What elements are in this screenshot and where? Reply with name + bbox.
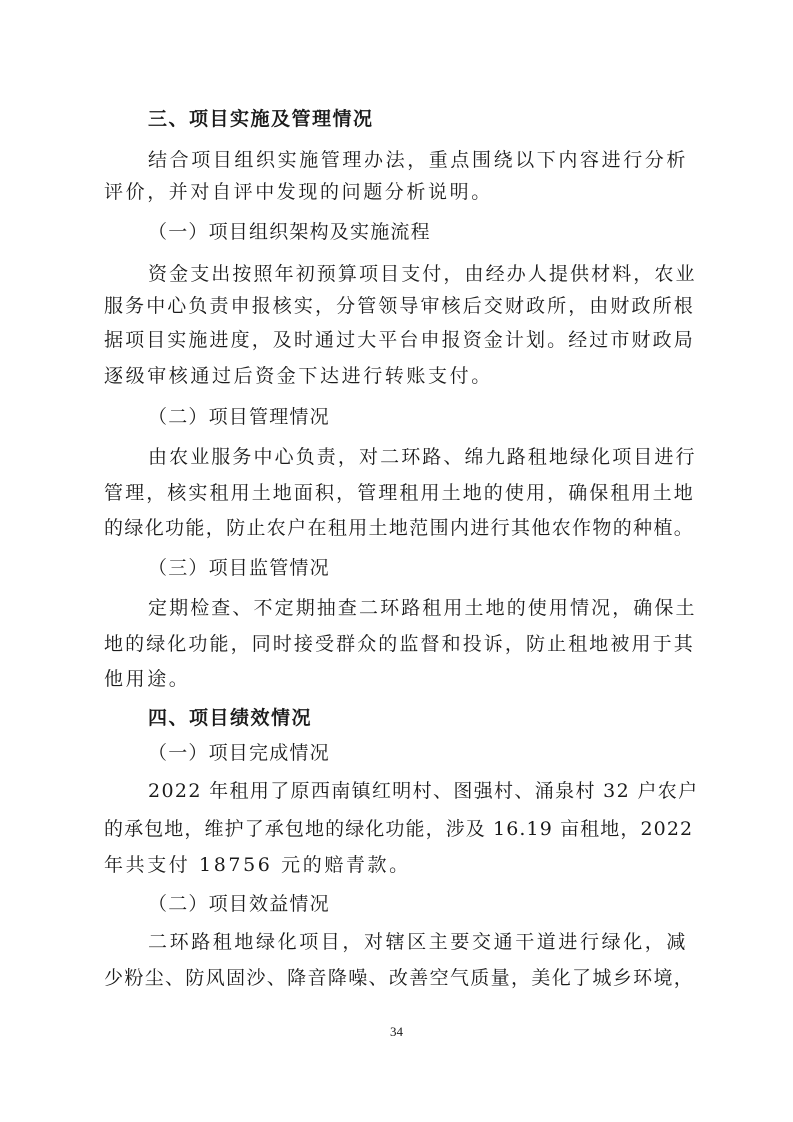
paragraph-line: 2022 年租用了原西南镇红明村、图强村、涌泉村 32 户农户 <box>148 780 699 802</box>
paragraph-line: 结合项目组织实施管理办法，重点围绕以下内容进行分析 <box>148 149 689 171</box>
paragraph-line: 地的绿化功能，同时接受群众的监督和投诉，防止租地被用于其 <box>104 633 695 655</box>
paragraph-line: 的承包地，维护了承包地的绿化功能，涉及 16.19 亩租地，2022 <box>104 818 694 840</box>
paragraph-line: 逐级审核通过后资金下达进行转账支付。 <box>104 365 493 387</box>
subsection-heading-1: （一）项目组织架构及实施流程 <box>148 221 431 243</box>
paragraph-line: 管理，核实租用土地面积，管理租用土地的使用，确保租用土地 <box>104 482 695 504</box>
paragraph-line: 服务中心负责申报核实，分管领导审核后交财政所，由财政所根 <box>104 295 695 317</box>
paragraph-line: 少粉尘、防风固沙、降音降噪、改善空气质量，美化了城乡环境， <box>104 967 695 989</box>
paragraph-line: 由农业服务中心负责，对二环路、绵九路租地绿化项目进行 <box>148 446 697 468</box>
subsection-heading-5: （二）项目效益情况 <box>148 893 330 915</box>
paragraph-line: 据项目实施进度，及时通过大平台申报资金计划。经过市财政局 <box>104 329 695 351</box>
paragraph-line: 的绿化功能，防止农户在租用土地范围内进行其他农作物的种植。 <box>104 517 695 539</box>
paragraph-line: 年共支付 18756 元的赔青款。 <box>104 854 411 876</box>
section-heading-3: 三、项目实施及管理情况 <box>148 108 374 130</box>
paragraph-line: 资金支出按照年初预算项目支付，由经办人提供材料，农业 <box>148 263 697 285</box>
paragraph-line: 定期检查、不定期抽查二环路租用土地的使用情况，确保土 <box>148 597 697 619</box>
page-number: 34 <box>390 1024 403 1039</box>
subsection-heading-3: （三）项目监管情况 <box>148 557 330 579</box>
subsection-heading-4: （一）项目完成情况 <box>148 742 330 764</box>
subsection-heading-2: （二）项目管理情况 <box>148 406 330 428</box>
paragraph-line: 评价，并对自评中发现的问题分析说明。 <box>104 181 493 203</box>
section-heading-4: 四、项目绩效情况 <box>148 707 313 729</box>
paragraph-line: 二环路租地绿化项目，对辖区主要交通干道进行绿化，减 <box>148 931 689 953</box>
paragraph-line: 他用途。 <box>104 668 191 690</box>
